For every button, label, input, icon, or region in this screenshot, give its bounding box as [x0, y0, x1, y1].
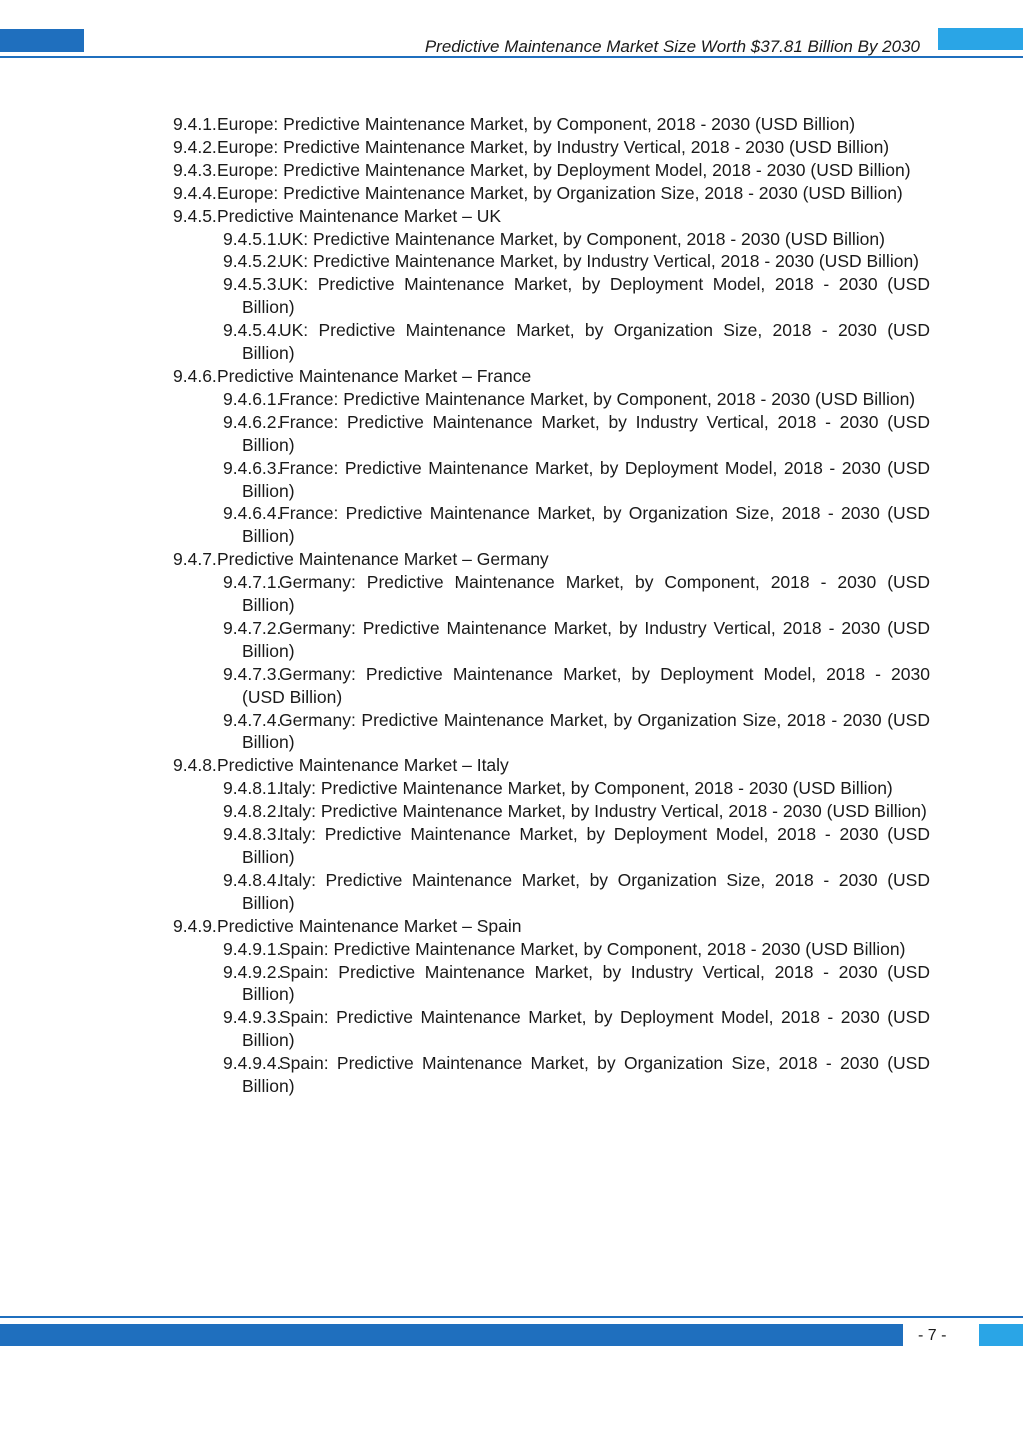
toc-entry-number: 9.4.7.2.: [223, 617, 282, 638]
page-number: - 7 -: [918, 1327, 947, 1344]
toc-entry-number: 9.4.8.1.: [223, 778, 282, 799]
toc-entry: [155, 617, 930, 663]
footer-accent-right: [979, 1324, 1023, 1346]
toc-entry-title: Predictive Maintenance Market – Germany: [217, 549, 549, 570]
toc-entry: [155, 228, 930, 251]
toc-entry-title: Predictive Maintenance Market – Spain: [217, 915, 522, 936]
toc-entry: [155, 457, 930, 503]
toc-entry-number: 9.4.7.3.: [223, 663, 282, 684]
toc-entry-number: 9.4.6.3.: [223, 457, 282, 478]
toc-entry-number: 9.4.8.3.: [223, 824, 282, 845]
table-of-contents: [155, 113, 930, 1098]
toc-entry-number: 9.4.5.: [173, 205, 217, 226]
toc-entry: [155, 250, 930, 273]
toc-entry: [155, 502, 930, 548]
toc-entry-number: 9.4.6.1.: [223, 388, 282, 409]
toc-entry-number: 9.4.8.4.: [223, 869, 282, 890]
toc-entry: [155, 319, 930, 365]
toc-entry: [155, 869, 930, 915]
toc-entry-number: 9.4.5.1.: [223, 228, 282, 249]
toc-entry-title: Predictive Maintenance Market – UK: [217, 205, 502, 226]
toc-entry: [155, 411, 930, 457]
toc-entry-number: 9.4.3.: [173, 159, 217, 180]
toc-entry-number: 9.4.7.4.: [223, 709, 282, 730]
toc-entry-number: 9.4.7.1.: [223, 572, 282, 593]
toc-entry-number: 9.4.9.1.: [223, 938, 282, 959]
header-rule: [0, 56, 1023, 58]
toc-entry: [155, 938, 930, 961]
toc-entry-title: Italy: Predictive Maintenance Market, by Deployment Model, 2018 - 2030 (USD Billion): [242, 824, 930, 867]
toc-entry: [155, 136, 930, 159]
toc-entry-title: Germany: Predictive Maintenance Market, by Organization Size, 2018 - 2030 (USD Billion): [242, 709, 930, 753]
toc-entry: [155, 571, 930, 617]
toc-entry-number: 9.4.6.4.: [223, 503, 282, 524]
toc-entry-title: France: Predictive Maintenance Market, by Industry Vertical, 2018 - 2030 (USD Billion): [242, 411, 930, 455]
toc-entry: [155, 777, 930, 800]
toc-entry-title: Germany: Predictive Maintenance Market, by Component, 2018 - 2030 (USD Billion): [242, 572, 930, 616]
toc-entry-number: 9.4.9.2.: [223, 961, 282, 982]
toc-entry-title: Germany: Predictive Maintenance Market, by Deployment Model, 2018 - 2030 (USD Billion): [242, 663, 930, 707]
toc-entry-number: 9.4.2.: [173, 136, 217, 157]
toc-entry-title: France: Predictive Maintenance Market, by Component, 2018 - 2030 (USD Billion): [279, 388, 916, 409]
toc-entry-title: Spain: Predictive Maintenance Market, by Organization Size, 2018 - 2030 (USD Billion): [242, 1053, 930, 1097]
toc-entry-title: UK: Predictive Maintenance Market, by Industry Vertical, 2018 - 2030 (USD Billion): [279, 251, 920, 272]
toc-entry-title: Europe: Predictive Maintenance Market, by Organization Size, 2018 - 2030 (USD Billion): [217, 182, 903, 203]
toc-entry: [155, 273, 930, 319]
toc-entry-title: UK: Predictive Maintenance Market, by Deployment Model, 2018 - 2030 (USD Billion): [242, 274, 930, 318]
toc-entry: [155, 1052, 930, 1098]
toc-entry: [155, 365, 930, 388]
toc-entry: [155, 663, 930, 709]
toc-entry: [155, 915, 930, 938]
toc-entry: [155, 548, 930, 571]
toc-entry: [155, 709, 930, 755]
toc-entry-title: Spain: Predictive Maintenance Market, by Component, 2018 - 2030 (USD Billion): [279, 938, 906, 959]
toc-entry-title: Europe: Predictive Maintenance Market, by Deployment Model, 2018 - 2030 (USD Billion): [217, 159, 911, 180]
toc-entry: [155, 388, 930, 411]
toc-entry-number: 9.4.9.: [173, 915, 217, 936]
toc-entry: [155, 205, 930, 228]
header-title: Predictive Maintenance Market Size Worth $37.81 Billion By 2030: [424, 37, 920, 56]
toc-entry: [155, 1006, 930, 1052]
toc-entry-number: 9.4.9.4.: [223, 1053, 282, 1074]
toc-entry-number: 9.4.8.: [173, 755, 217, 776]
toc-entry-title: France: Predictive Maintenance Market, by Organization Size, 2018 - 2030 (USD Billion): [242, 503, 930, 547]
toc-entry: [155, 800, 930, 823]
footer-bar: [0, 1324, 903, 1346]
toc-entry-number: 9.4.6.: [173, 365, 217, 386]
toc-entry-title: Italy: Predictive Maintenance Market, by Organization Size, 2018 - 2030 (USD Billion): [242, 869, 930, 913]
toc-entry-title: Spain: Predictive Maintenance Market, by Deployment Model, 2018 - 2030 (USD Billion): [242, 1007, 930, 1051]
toc-entry-title: Germany: Predictive Maintenance Market, by Industry Vertical, 2018 - 2030 (USD Billion): [242, 617, 930, 661]
toc-entry: [155, 754, 930, 777]
toc-entry-number: 9.4.5.2.: [223, 251, 282, 272]
toc-entry-title: Predictive Maintenance Market – France: [217, 365, 532, 386]
header-accent-right: [938, 28, 1023, 50]
toc-entry: [155, 159, 930, 182]
toc-entry: [155, 961, 930, 1007]
toc-entry-number: 9.4.8.2.: [223, 801, 282, 822]
toc-entry-title: Predictive Maintenance Market – Italy: [217, 755, 509, 776]
toc-entry-title: Europe: Predictive Maintenance Market, by Industry Vertical, 2018 - 2030 (USD Billion): [217, 136, 890, 157]
toc-entry-number: 9.4.5.3.: [223, 274, 282, 295]
toc-entry: [155, 113, 930, 136]
toc-entry: [155, 823, 930, 869]
footer-rule: [0, 1316, 1023, 1318]
toc-entry-title: UK: Predictive Maintenance Market, by Organization Size, 2018 - 2030 (USD Billion): [242, 320, 930, 364]
toc-entry-number: 9.4.1.: [173, 114, 217, 134]
toc-entry-title: UK: Predictive Maintenance Market, by Component, 2018 - 2030 (USD Billion): [279, 228, 885, 249]
toc-entry-title: France: Predictive Maintenance Market, by Deployment Model, 2018 - 2030 (USD Billion): [242, 457, 930, 501]
header-accent-left: [0, 29, 84, 52]
toc-entry: [155, 182, 930, 205]
toc-entry-title: Italy: Predictive Maintenance Market, by Component, 2018 - 2030 (USD Billion): [279, 778, 893, 799]
toc-entry-number: 9.4.4.: [173, 182, 217, 203]
toc-entry-number: 9.4.6.2.: [223, 411, 282, 432]
toc-entry-number: 9.4.5.4.: [223, 320, 282, 341]
toc-entry-title: Italy: Predictive Maintenance Market, by Industry Vertical, 2018 - 2030 (USD Billion): [279, 801, 927, 822]
toc-entry-title: Spain: Predictive Maintenance Market, by Industry Vertical, 2018 - 2030 (USD Billion): [242, 961, 930, 1005]
toc-entry-title: Europe: Predictive Maintenance Market, by Component, 2018 - 2030 (USD Billion): [217, 114, 856, 134]
toc-entry-number: 9.4.7.: [173, 549, 217, 570]
toc-entry-number: 9.4.9.3.: [223, 1007, 282, 1028]
